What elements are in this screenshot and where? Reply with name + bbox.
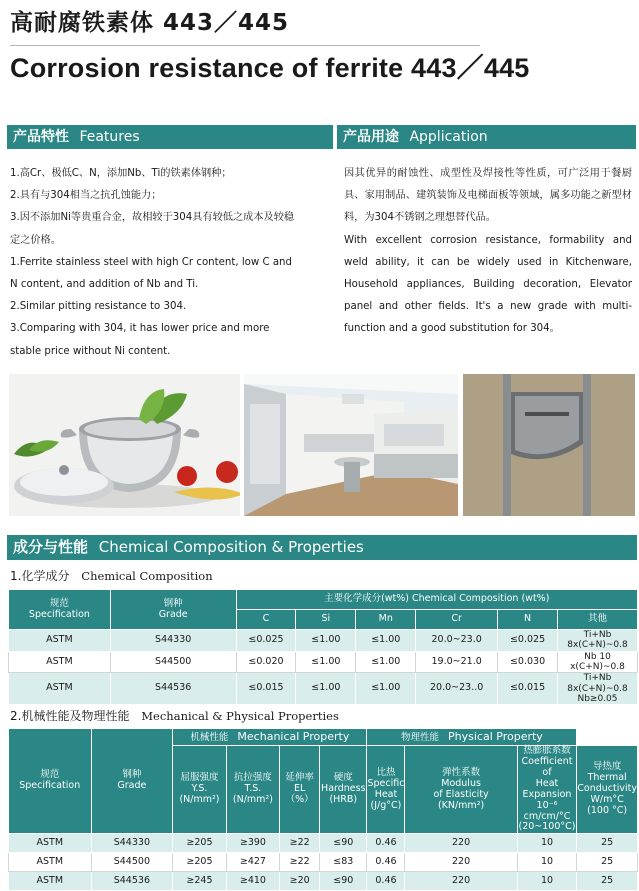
spec-header: [9, 729, 92, 834]
column-header-line: Conductivity: [577, 783, 637, 795]
column-header-line: 延伸率: [285, 772, 314, 784]
chemical-subtitle-en: Chemical Composition: [81, 569, 213, 583]
feature-line: 2.Similar pitting resistance to 304.: [10, 301, 187, 313]
table-row: [9, 853, 638, 872]
grade-cell: S44536: [91, 872, 173, 891]
mailbox-photo: [463, 374, 635, 516]
column-header: [173, 746, 226, 834]
value-cell: ≤0.015: [498, 673, 558, 705]
column-header-line: 弹性系数: [442, 766, 481, 778]
value-cell: ≤1.00: [356, 673, 416, 705]
feature-line: 1.Ferrite stainless steel with high Cr content, low C and N content, and addition of Nb and Ti.: [10, 256, 292, 291]
grade-cell: S44330: [91, 834, 173, 853]
spec-header: [9, 590, 111, 630]
value-cell: ≤0.025: [236, 630, 296, 652]
value-cell: 10: [517, 834, 577, 853]
value-cell: ≥390: [226, 834, 279, 853]
column-header-line: T.S.: [244, 783, 262, 795]
grade-cell: S44500: [91, 853, 173, 872]
column-header-line: 抗拉强度: [233, 772, 272, 784]
column-header: [367, 746, 405, 834]
column-header-line: Y.S.: [191, 783, 208, 795]
physical-header-cn: 物理性能: [400, 731, 439, 743]
value-cell: Ti+Nb 8x(C+N)~0.8: [558, 630, 638, 652]
value-cell: 220: [405, 834, 517, 853]
value-cell: 0.46: [367, 853, 405, 872]
grade-header: [91, 729, 173, 834]
column-header-line: 屈服强度: [180, 772, 219, 784]
value-cell: 10: [517, 872, 577, 891]
value-cell: 220: [405, 872, 517, 891]
spec-header-cn: 规范: [40, 769, 60, 781]
column-header-line: 比热: [376, 766, 396, 778]
grade-header-cn: 钢种: [122, 769, 142, 781]
value-cell: ≥245: [173, 872, 226, 891]
table-row: [9, 673, 638, 705]
column-header-line: (N/mm²): [179, 794, 220, 806]
value-cell: 25: [577, 872, 638, 891]
column-header-line: (N/mm²): [232, 794, 273, 806]
value-cell: ≥410: [226, 872, 279, 891]
spec-cell: ASTM: [9, 853, 92, 872]
column-header-line: Hardness: [321, 783, 366, 795]
column-header: [280, 746, 320, 834]
column-header-line: 热膨胀系数: [523, 745, 571, 756]
grade-header-en: Grade: [158, 608, 188, 620]
value-cell: ≤1.00: [296, 651, 356, 673]
value-cell: ≥205: [173, 834, 226, 853]
table-row: [9, 834, 638, 853]
column-header-line: (J/g°C): [370, 799, 402, 811]
spec-cell: ASTM: [9, 673, 111, 705]
column-header-line: Heat: [374, 788, 398, 800]
value-cell: ≥20: [280, 872, 320, 891]
value-cell: ≥427: [226, 853, 279, 872]
value-cell: ≤1.00: [296, 673, 356, 705]
value-cell: 0.46: [367, 834, 405, 853]
column-header-line: 10⁻⁶ cm/cm/°C: [523, 799, 571, 822]
value-cell: ≤90: [320, 834, 367, 853]
spec-cell: ASTM: [9, 834, 92, 853]
table-row: [9, 651, 638, 673]
column-header-line: Modulus: [441, 777, 481, 789]
application-text: [344, 163, 632, 341]
value-cell: 20.0~23..0: [416, 673, 498, 705]
application-text-cn: 因其优异的耐蚀性、成型性及焊接性等性质，可广泛用于餐厨具、家用制品、建筑装饰及电梯面板等领域，属多功能之新型材料，为304不锈钢之理想替代品。: [344, 168, 632, 224]
value-cell: 10: [517, 853, 577, 872]
stainless-pot-photo: [9, 374, 240, 516]
value-cell: ≤1.00: [296, 630, 356, 652]
value-cell: ≥22: [280, 834, 320, 853]
table-row: [9, 872, 638, 891]
column-header: C: [236, 610, 296, 630]
column-header-line: 导热度: [592, 761, 622, 773]
spec-cell: ASTM: [9, 651, 111, 673]
mechanical-header-cn: 机械性能: [190, 731, 229, 743]
column-header-line: Specific: [367, 777, 405, 789]
mechanical-subtitle-en: Mechanical & Physical Properties: [141, 709, 339, 723]
feature-line: 1.高Cr、极低C、N，添加Nb、Ti的铁素体钢种；: [10, 168, 232, 179]
features-label-cn: 产品特性: [13, 129, 69, 145]
value-cell: ≤0.020: [236, 651, 296, 673]
application-label-cn: 产品用途: [343, 129, 399, 145]
page-title-cn: 高耐腐铁素体 443／445: [10, 10, 290, 36]
grade-cell: S44500: [110, 651, 236, 673]
column-header: [320, 746, 367, 834]
value-cell: ≤1.00: [356, 630, 416, 652]
physical-header-en: Physical Property: [448, 729, 543, 743]
table-row: [9, 630, 638, 652]
chemical-subtitle: [10, 567, 213, 584]
grade-header-cn: 钢种: [163, 597, 183, 609]
features-header: [7, 125, 333, 149]
mechanical-subtitle: [10, 707, 339, 724]
application-header: [337, 125, 636, 149]
mechanical-physical-table: [8, 728, 638, 891]
mechanical-property-header: [173, 729, 367, 746]
column-header-line: Thermal: [587, 772, 627, 784]
mechanical-subtitle-cn: 2.机械性能及物理性能: [10, 709, 130, 723]
grade-header-en: Grade: [117, 780, 147, 792]
section-label-en: Chemical Composition & Properties: [98, 538, 364, 556]
column-header-line: (100 °C): [587, 805, 628, 817]
value-cell: ≤0.030: [498, 651, 558, 673]
column-header-line: Coefficient of: [521, 755, 573, 778]
main-composition-header: 主要化学成分(wt%) Chemical Composition (wt%): [236, 590, 637, 610]
spec-cell: ASTM: [9, 872, 92, 891]
value-cell: Ti+Nb 8x(C+N)~0.8 Nb≥0.05: [558, 673, 638, 705]
column-header: 其他: [558, 610, 638, 630]
column-header: [577, 746, 638, 834]
value-cell: 25: [577, 853, 638, 872]
column-header-line: Heat Expansion: [522, 777, 572, 800]
feature-line: 3.因不添加Ni等贵重合金，故相较于304具有较低之成本及较稳定之价格。: [10, 212, 295, 246]
value-cell: 25: [577, 834, 638, 853]
value-cell: ≤0.025: [498, 630, 558, 652]
spec-header-cn: 规范: [49, 597, 69, 609]
kitchen-interior-photo: [244, 374, 458, 516]
chemical-subtitle-cn: 1.化学成分: [10, 569, 70, 583]
features-text: [10, 163, 302, 363]
column-header-line: (20~100°C): [518, 821, 576, 833]
value-cell: 19.0~21.0: [416, 651, 498, 673]
value-cell: ≤83: [320, 853, 367, 872]
value-cell: Nb 10 x(C+N)~0.8: [558, 651, 638, 673]
column-header-line: W/m°C: [590, 794, 624, 806]
application-label-en: Application: [409, 129, 488, 145]
column-header-line: EL: [294, 783, 306, 795]
section-label-cn: 成分与性能: [13, 538, 89, 556]
features-label-en: Features: [79, 129, 140, 145]
column-header: [405, 746, 517, 834]
column-header: N: [498, 610, 558, 630]
value-cell: ≥205: [173, 853, 226, 872]
column-header-line: (HRB): [329, 794, 358, 806]
value-cell: ≤0.015: [236, 673, 296, 705]
spec-cell: ASTM: [9, 630, 111, 652]
column-header: Cr: [416, 610, 498, 630]
composition-section-header: [7, 535, 637, 560]
value-cell: 220: [405, 853, 517, 872]
feature-line: 2.具有与304相当之抗孔蚀能力；: [10, 190, 162, 202]
value-cell: 20.0~23.0: [416, 630, 498, 652]
grade-cell: S44330: [110, 630, 236, 652]
column-header-line: (KN/mm²): [437, 799, 485, 811]
value-cell: ≤1.00: [356, 651, 416, 673]
column-header: [226, 746, 279, 834]
value-cell: 0.46: [367, 872, 405, 891]
column-header-line: of Elasticity: [433, 788, 489, 800]
column-header-line: 硬度: [333, 772, 353, 784]
spec-header-en: Specification: [19, 780, 81, 792]
column-header-line: （%）: [285, 794, 314, 806]
grade-header: [110, 590, 236, 630]
grade-cell: S44536: [110, 673, 236, 705]
value-cell: ≤90: [320, 872, 367, 891]
application-text-en: With excellent corrosion resistance, formability and weld ability, it can be widely used in Kitchenware, Household appliances, Building decoration, Elevator panel and other fields. It's a new grade with multi-function and a good substitution for 304。: [344, 234, 632, 335]
spec-header-en: Specification: [28, 608, 90, 620]
column-header: Mn: [356, 610, 416, 630]
chemical-composition-table: [8, 589, 638, 705]
physical-property-header: [367, 729, 577, 746]
column-header: [517, 746, 577, 834]
feature-line: 3.Comparing with 304, it has lower price and more stable price without Ni content.: [10, 323, 270, 357]
value-cell: ≥22: [280, 853, 320, 872]
mechanical-header-en: Mechanical Property: [237, 729, 350, 743]
column-header: Si: [296, 610, 356, 630]
page-title-en: Corrosion resistance of ferrite 443／445: [10, 53, 530, 83]
